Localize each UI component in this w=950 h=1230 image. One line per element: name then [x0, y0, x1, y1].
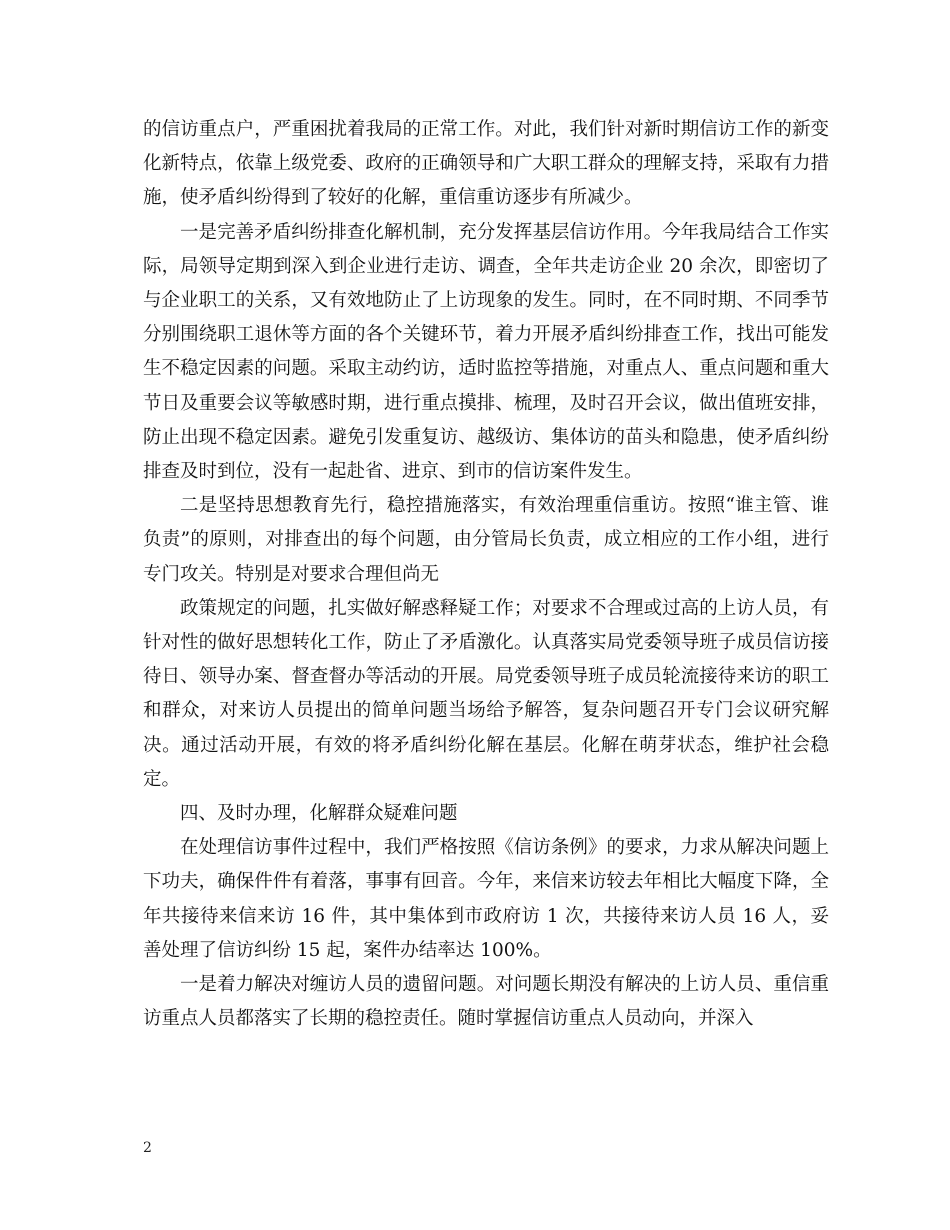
paragraph: 政策规定的问题，扎实做好解惑释疑工作；对要求不合理或过高的上访人员，有针对性的做好思想转化工作，防止了矛盾激化。认真落实局党委领导班子成员信访接待日、领导办案、督查督办等活动的开展。局党委领导班子成员轮流接待来访的职工和群众，对来访人员提出的简单问题当场给予解答，复杂问题召开专门会议研究解决。通过活动开展，有效的将矛盾纠纷化解在基层。化解在萌芽状态，维护社会稳定。	[143, 597, 829, 790]
section-heading: 四、及时办理，化解群众疑难问题	[180, 803, 458, 825]
page-number: 2	[143, 1140, 152, 1156]
paragraph: 一是着力解决对缠访人员的遗留问题。对问题长期没有解决的上访人员、重信重访重点人员都落实了长期的稳控责任。随时掌握信访重点人员动向，并深入	[143, 974, 829, 1030]
paragraph: 在处理信访事件过程中，我们严格按照《信访条例》的要求，力求从解决问题上下功夫，确保件件有着落，事事有回音。今年，来信来访较去年相比大幅度下降，全年共接待来信来访 16 件，其中集体到市政府访 1 次，共接待来访人员 16 人，妥善处理了信访纠纷 15 起，案件办结率达 100%。	[143, 837, 829, 961]
paragraph: 的信访重点户，严重困扰着我局的正常工作。对此，我们针对新时期信访工作的新变化新特点，依靠上级党委、政府的正确领导和广大职工群众的理解支持，采取有力措施，使矛盾纠纷得到了较好的化解，重信重访逐步有所减少。	[143, 119, 829, 209]
paragraph: 一是完善矛盾纠纷排查化解机制，充分发挥基层信访作用。今年我局结合工作实际，局领导定期到深入到企业进行走访、调查，全年共走访企业 20 余次，即密切了与企业职工的关系，又有效地防止了上访现象的发生。同时，在不同时期、不同季节分别围绕职工退休等方面的各个关键环节，着力开展矛盾纠纷排查工作，找出可能发生不稳定因素的问题。采取主动约访，适时监控等措施，对重点人、重点问题和重大节日及重要会议等敏感时期，进行重点摸排、梳理，及时召开会议，做出值班安排，防止出现不稳定因素。避免引发重复访、越级访、集体访的苗头和隐患，使矛盾纠纷排查及时到位，没有一起赴省、进京、到市的信访案件发生。	[143, 221, 829, 483]
paragraph: 二是坚持思想教育先行，稳控措施落实，有效治理重信重访。按照“谁主管、谁负责”的原则，对排查出的每个问题，由分管局长负责，成立相应的工作小组，进行专门攻关。特别是对要求合理但尚无	[143, 495, 829, 585]
body-text	[143, 113, 829, 1036]
